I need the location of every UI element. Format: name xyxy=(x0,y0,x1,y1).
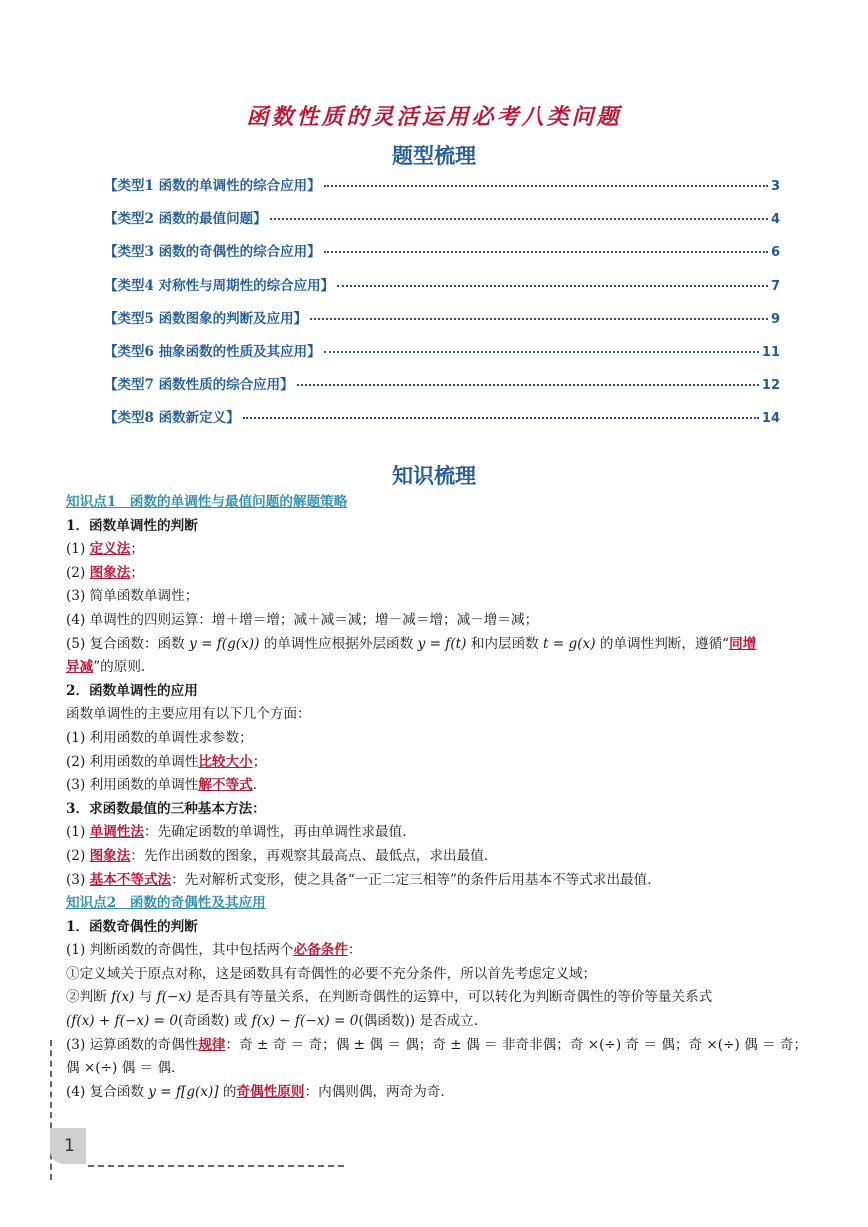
toc-entry-label: 【类型8 函数新定义】 xyxy=(104,410,240,427)
toc-heading: 题型梳理 xyxy=(392,143,476,168)
text: ； xyxy=(252,753,267,770)
toc-entry[interactable] xyxy=(104,340,780,373)
text: (3) xyxy=(66,871,90,888)
text: 与 xyxy=(134,989,157,1006)
text-line xyxy=(66,986,806,1010)
text-line xyxy=(66,1081,806,1105)
text: . xyxy=(252,777,258,794)
toc-leader-dots xyxy=(324,185,768,187)
toc-entry[interactable] xyxy=(104,406,780,439)
text: ：奇 ± 奇 ＝ 奇；偶 ± 偶 ＝ 偶；奇 ± 偶 ＝ 非奇非偶；奇 ×(÷) 奇 ＝ 偶；奇 ×(÷) 偶 ＝ 奇； xyxy=(225,1036,808,1053)
subsection-heading: 1．函数奇偶性的判断 xyxy=(66,918,198,935)
toc-entry-label: 【类型7 函数性质的综合应用】 xyxy=(104,377,294,394)
formula: t = g(x) xyxy=(543,635,596,652)
toc-entry-label: 【类型4 对称性与周期性的综合应用】 xyxy=(104,277,335,294)
subsection-heading: 3．求函数最值的三种基本方法： xyxy=(66,800,266,817)
formula: f(x) xyxy=(111,989,135,1006)
text-line: ①定义域关于原点对称，这是函数具有奇偶性的必要不充分条件，所以首先考虑定义域； xyxy=(66,965,597,982)
text-line xyxy=(66,1034,806,1058)
toc-leader-dots xyxy=(243,417,759,419)
text: 和内层函数 xyxy=(466,635,544,652)
text-line xyxy=(66,845,806,869)
highlight-text: 解不等式 xyxy=(198,777,253,794)
text: ： xyxy=(347,942,362,959)
toc-entry[interactable] xyxy=(104,207,780,240)
text-line: (4) 单调性的四则运算：增＋增＝增；减＋减＝减；增－减＝增；减－增＝减； xyxy=(66,611,539,628)
toc-entry-label: 【类型6 抽象函数的性质及其应用】 xyxy=(104,343,321,360)
text-line: 偶 ×(÷) 偶 ＝ 偶. xyxy=(66,1060,176,1077)
text: (1) xyxy=(66,824,90,841)
subsection-heading: 2．函数单调性的应用 xyxy=(66,682,198,699)
toc-leader-dots xyxy=(270,218,768,220)
toc-entry-page: 6 xyxy=(770,245,780,261)
text-line xyxy=(66,1010,806,1034)
text: (偶函数)) 是否成立. xyxy=(358,1013,479,1030)
formula: (f(x) + f(−x) = 0 xyxy=(66,1013,179,1030)
highlight-text: 定义法 xyxy=(89,541,131,558)
text: 是否具有等量关系，在判断奇偶性的运算中，可以转化为判断奇偶性的等价等量关系式 xyxy=(191,989,713,1006)
toc-leader-dots xyxy=(297,384,759,386)
knowledge-point-1-title: 知识点1 函数的单调性与最值问题的解题策略 xyxy=(66,494,348,510)
formula: y = f(g(x)) xyxy=(189,635,260,652)
toc-entry-label: 【类型2 函数的最值问题】 xyxy=(104,211,267,228)
text-line: 函数单调性的主要应用有以下几个方面： xyxy=(66,706,311,723)
toc-entry-label: 【类型3 函数的奇偶性的综合应用】 xyxy=(104,244,321,261)
text: ”的原则. xyxy=(93,659,146,676)
toc-leader-dots xyxy=(324,251,768,253)
text-line xyxy=(66,774,806,798)
toc-entry-page: 9 xyxy=(770,311,780,327)
highlight-text: 图象法 xyxy=(89,564,131,581)
text-line xyxy=(66,633,806,657)
toc-entry[interactable] xyxy=(104,174,780,207)
page-number: 1 xyxy=(64,1136,75,1156)
toc-entry-label: 【类型1 函数的单调性的综合应用】 xyxy=(104,178,321,194)
knowledge-heading: 知识梳理 xyxy=(392,463,476,488)
text-line: (3) 简单函数单调性； xyxy=(66,588,199,605)
text: (1) 判断函数的奇偶性，其中包括两个 xyxy=(66,942,294,959)
text: (2) 利用函数的单调性 xyxy=(66,753,199,770)
text: ； xyxy=(130,541,144,558)
toc-entry-page: 11 xyxy=(761,344,780,360)
toc-entry[interactable] xyxy=(104,307,780,340)
toc-entry-page: 3 xyxy=(770,179,780,194)
text: (奇函数) 或 xyxy=(178,1013,252,1030)
text-line xyxy=(66,869,806,893)
highlight-text: 同增 xyxy=(729,635,757,652)
text: ：先对解析式变形，使之具备“一正二定三相等”的条件后用基本不等式求出最值. xyxy=(171,871,652,888)
text-line xyxy=(66,538,806,562)
formula: f(−x) xyxy=(156,989,192,1006)
toc-entry-page: 14 xyxy=(761,411,780,427)
text-line xyxy=(66,821,806,845)
text-line: (1) 利用函数的单调性求参数； xyxy=(66,729,253,746)
highlight-text: 奇偶性原则 xyxy=(236,1083,305,1100)
document-title: 函数性质的灵活运用必考八类问题 xyxy=(246,104,622,130)
text: 的 xyxy=(218,1083,237,1100)
highlight-text: 异减 xyxy=(66,659,94,676)
knowledge-content xyxy=(66,491,806,1104)
text: (1) xyxy=(66,541,90,558)
text: (5) 复合函数：函数 xyxy=(66,635,190,652)
text: (4) 复合函数 xyxy=(66,1083,149,1100)
knowledge-point-2-title: 知识点2 函数的奇偶性及其应用 xyxy=(66,895,266,912)
highlight-text: 单调性法 xyxy=(89,824,144,841)
toc-entry-page: 7 xyxy=(770,278,780,294)
toc-entry[interactable] xyxy=(104,373,780,406)
highlight-text: 规律 xyxy=(198,1036,226,1053)
toc-entry[interactable] xyxy=(104,240,780,273)
highlight-text: 图象法 xyxy=(89,847,131,864)
formula: y = f[g(x)] xyxy=(148,1083,219,1100)
text: 的单调性判断，遵循“ xyxy=(595,635,730,652)
text: ②判断 xyxy=(66,989,112,1006)
highlight-text: 基本不等式法 xyxy=(89,871,172,888)
text-line xyxy=(66,562,806,586)
text: (2) xyxy=(66,564,90,581)
text: ； xyxy=(130,564,144,581)
highlight-text: 必备条件 xyxy=(293,942,348,959)
footer-dashed-rule xyxy=(88,1165,344,1167)
toc-entry-page: 12 xyxy=(761,378,780,394)
text-line xyxy=(66,751,806,775)
text: 的单调性应根据外层函数 xyxy=(259,635,418,652)
formula: y = f(t) xyxy=(417,635,467,652)
text: (2) xyxy=(66,847,90,864)
text: ：内偶则偶，两奇为奇. xyxy=(304,1083,445,1100)
text: ：先确定函数的单调性，再由单调性求最值. xyxy=(143,824,407,841)
toc-entry-label: 【类型5 函数图象的判断及应用】 xyxy=(104,310,308,327)
table-of-contents xyxy=(104,174,780,440)
toc-leader-dots xyxy=(310,318,768,320)
highlight-text: 比较大小 xyxy=(198,753,253,770)
toc-entry-page: 4 xyxy=(770,212,780,228)
formula: f(x) − f(−x) = 0 xyxy=(251,1013,359,1030)
text-line xyxy=(66,939,806,963)
toc-entry[interactable] xyxy=(104,274,780,307)
text: ：先作出函数的图象，再观察其最高点、最低点，求出最值. xyxy=(130,847,489,864)
toc-leader-dots xyxy=(337,285,768,287)
text: (3) 利用函数的单调性 xyxy=(66,777,199,794)
subsection-heading: 1．函数单调性的判断 xyxy=(66,517,198,534)
toc-leader-dots xyxy=(324,351,759,353)
text-line xyxy=(66,656,806,680)
text: (3) 运算函数的奇偶性 xyxy=(66,1036,199,1053)
